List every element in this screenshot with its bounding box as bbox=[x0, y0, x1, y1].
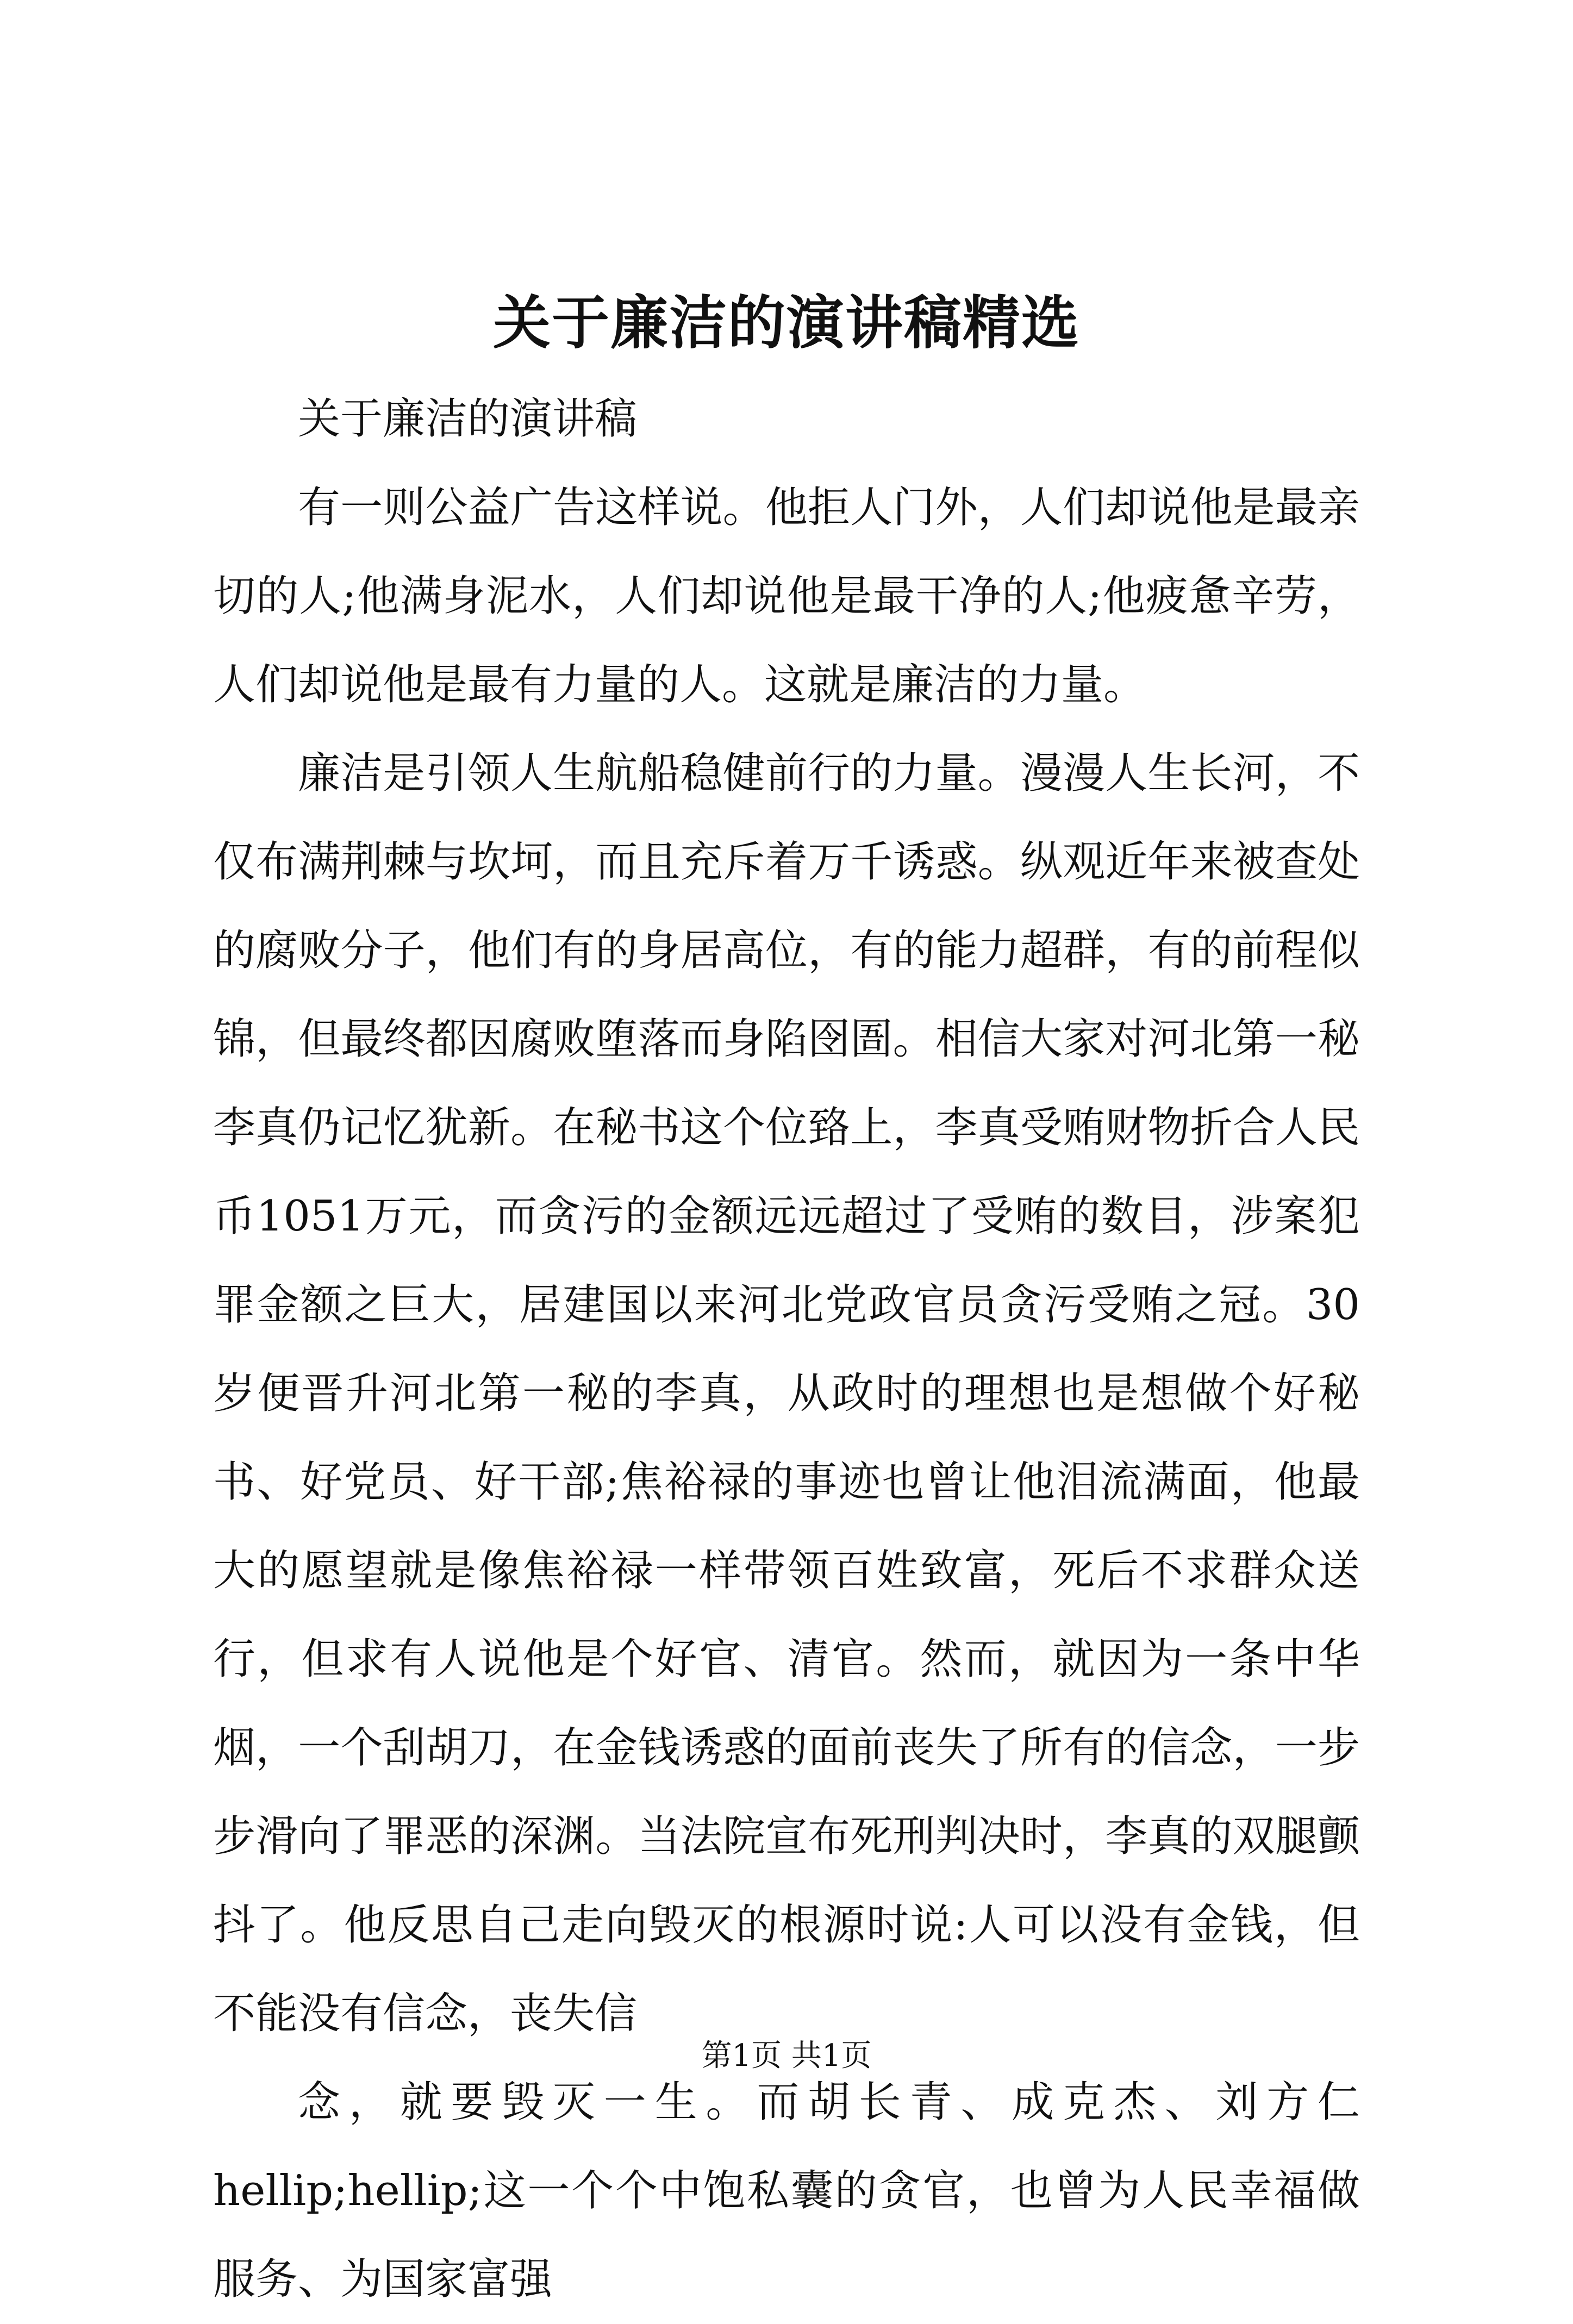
paragraph-1: 有一则公益广告这样说。他拒人门外，人们却说他是最亲切的人;他满身泥水，人们却说他是最干净的人;他疲惫辛劳，人们却说他是最有力量的人。这就是廉洁的力量。 bbox=[213, 483, 1360, 709]
document-title: 关于廉洁的演讲稿精选 bbox=[493, 289, 1080, 357]
paragraph-2: 廉洁是引领人生航船稳健前行的力量。漫漫人生长河，不仅布满荆棘与坎坷，而且充斥着万千诱惑。纵观近年来被查处的腐败分子，他们有的身居高位，有的能力超群，有的前程似锦，但最终都因腐败堕落而身陷囹圄。相信大家对河北第一秘李真仍记忆犹新。在秘书这个位臵上，李真受贿财物折合人民币1051万元，而贪污的金额远远超过了受贿的数目，涉案犯罪金额之巨大，居建国以来河北党政官员贪污受贿之冠。30岁便晋升河北第一秘的李真，从政时的理想也是想做个好秘书、好党员、好干部;焦裕禄的事迹也曾让他泪流满面，他最大的愿望就是像焦裕禄一样带领百姓致富，死后不求群众送行，但求有人说他是个好官、清官。然而，就因为一条中华烟，一个刮胡刀，在金钱诱惑的面前丧失了所有的信念，一步步滑向了罪恶的深渊。当法院宣布死刑判决时，李真的双腿颤抖了。他反思自己走向毁灭的根源时说:人可以没有金钱，但不能没有信念，丧失信 bbox=[213, 749, 1360, 2038]
paragraph-3: 念，就要毁灭一生。而胡长青、成克杰、刘方仁hellip;hellip;这一个个中饱私囊的贪官，也曾为人民幸福做服务、为国家富强 bbox=[213, 2078, 1360, 2304]
page-footer: 第1页 共1页 bbox=[701, 2038, 872, 2073]
paragraph-subtitle: 关于廉洁的演讲稿 bbox=[298, 395, 638, 443]
